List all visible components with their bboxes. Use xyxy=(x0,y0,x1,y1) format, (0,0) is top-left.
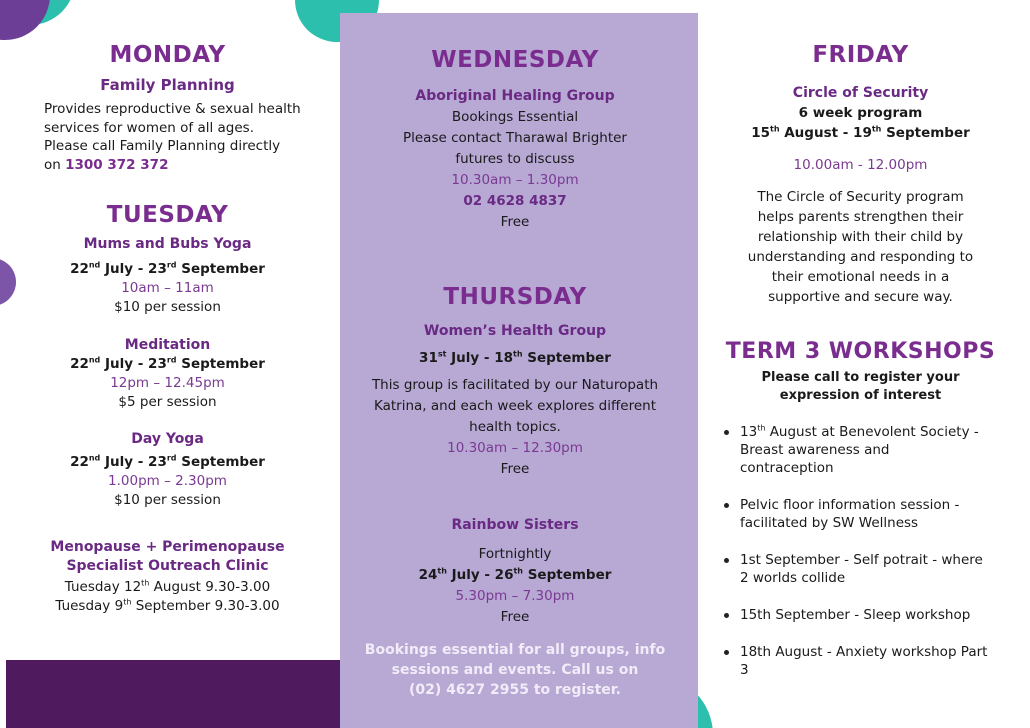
womens-health-price: Free xyxy=(500,461,530,477)
circle-of-security-dates xyxy=(698,123,1023,143)
mums-bubs-yoga-price: $10 per session xyxy=(114,299,221,315)
workshops-subheading xyxy=(698,369,1023,405)
womens-health-time: 10.30am – 12.30pm xyxy=(447,440,583,456)
date-part: September xyxy=(522,350,611,366)
workshop-item xyxy=(722,643,1022,679)
workshop-line: Breast awareness and xyxy=(740,442,890,458)
date-part: 22 xyxy=(70,454,89,470)
circle-desc-5: their emotional needs in a xyxy=(771,269,950,285)
date-part: August 9.30-3.00 xyxy=(149,579,271,595)
term3-workshops-heading: TERM 3 WORKSHOPS xyxy=(725,339,996,364)
day-yoga-block xyxy=(0,430,335,510)
womens-health-dates xyxy=(340,348,690,369)
contact-line-2: futures to discuss xyxy=(455,151,575,167)
rainbow-sisters-time: 5.30pm – 7.30pm xyxy=(455,588,575,604)
column-friday-workshops xyxy=(698,0,1030,728)
mums-bubs-yoga-dates xyxy=(0,260,335,279)
desc-line: services for women of all ages. xyxy=(44,119,254,136)
footer-line: Bookings essential for all groups, info xyxy=(364,642,666,658)
workshop-sup: th xyxy=(757,423,766,433)
menopause-clinic-title-1: Menopause + Perimenopause xyxy=(50,539,285,555)
meditation-price: $5 per session xyxy=(118,394,217,410)
workshop-item xyxy=(722,606,1022,624)
workshops-sub-line: expression of interest xyxy=(779,388,942,403)
program-length: 6 week program xyxy=(798,105,923,121)
workshop-line: 2 worlds collide xyxy=(740,570,846,586)
circle-of-security-block xyxy=(698,83,1023,307)
aboriginal-healing-block xyxy=(340,86,690,233)
date-sup: th xyxy=(141,578,150,588)
date-part: July - 23 xyxy=(100,356,167,372)
thursday-heading: THURSDAY xyxy=(443,284,587,310)
family-planning-description xyxy=(44,100,340,174)
friday-heading: FRIDAY xyxy=(812,42,909,68)
date-sup: th xyxy=(513,566,523,576)
date-part: 22 xyxy=(70,356,89,372)
meditation-block xyxy=(0,336,335,412)
workshop-text: 13 xyxy=(740,424,758,440)
rainbow-sisters-title: Rainbow Sisters xyxy=(451,517,579,533)
workshop-item xyxy=(722,423,1022,477)
womens-health-desc-3: health topics. xyxy=(469,419,561,435)
mums-bubs-yoga-time: 10am – 11am xyxy=(121,280,214,296)
womens-health-title: Women’s Health Group xyxy=(423,323,607,339)
family-planning-phone[interactable]: 1300 372 372 xyxy=(65,156,169,173)
date-part: September xyxy=(176,261,265,277)
workshops-list xyxy=(722,423,1022,679)
date-part: 24 xyxy=(418,567,438,583)
contact-line-1: Please contact Tharawal Brighter xyxy=(402,130,627,146)
aboriginal-healing-title: Aboriginal Healing Group xyxy=(415,88,615,104)
aboriginal-healing-phone[interactable]: 02 4628 4837 xyxy=(463,193,567,209)
day-yoga-price: $10 per session xyxy=(114,492,221,508)
date-part: 15 xyxy=(751,125,770,141)
date-part: July - 26 xyxy=(446,567,514,583)
tuesday-heading: TUESDAY xyxy=(106,202,229,228)
wednesday-heading: WEDNESDAY xyxy=(431,47,599,73)
monday-heading: MONDAY xyxy=(109,42,226,68)
circle-of-security-time: 10.00am - 12.00pm xyxy=(793,157,928,173)
workshops-sub-line: Please call to register your xyxy=(761,370,960,385)
workshop-line: 15th September - Sleep workshop xyxy=(740,607,971,623)
date-part: July - 23 xyxy=(100,261,167,277)
date-sup: rd xyxy=(166,453,177,463)
circle-of-security-title: Circle of Security xyxy=(792,85,929,101)
workshop-line: 18th August - Anxiety workshop Part xyxy=(740,644,988,660)
date-sup: th xyxy=(437,566,447,576)
date-sup: st xyxy=(437,349,447,359)
meditation-title: Meditation xyxy=(124,337,211,353)
day-yoga-time: 1.00pm – 2.30pm xyxy=(108,473,227,489)
rainbow-sisters-frequency: Fortnightly xyxy=(478,546,552,562)
bookings-footer xyxy=(340,640,690,700)
column-wednesday-thursday xyxy=(340,13,698,728)
circle-desc-2: helps parents strengthen their xyxy=(757,209,964,225)
column-monday-tuesday xyxy=(0,0,340,728)
date-part: September xyxy=(523,567,612,583)
rainbow-sisters-block xyxy=(340,515,690,628)
circle-desc-1: The Circle of Security program xyxy=(757,189,964,205)
date-part: 31 xyxy=(419,350,438,366)
workshop-text: August at Benevolent Society - xyxy=(765,424,979,440)
rainbow-sisters-price: Free xyxy=(500,609,530,625)
desc-line xyxy=(44,156,340,175)
date-part: Tuesday 12 xyxy=(64,579,142,595)
footer-line: sessions and events. Call us on xyxy=(391,662,639,678)
date-sup: th xyxy=(770,124,780,134)
womens-health-desc-2: Katrina, and each week explores different xyxy=(373,398,657,414)
date-sup: nd xyxy=(88,453,101,463)
workshop-item xyxy=(722,496,1022,532)
workshop-line: contraception xyxy=(740,460,834,476)
workshop-line xyxy=(740,423,1022,441)
date-part: 22 xyxy=(70,261,89,277)
workshop-line: 1st September - Self potrait - where xyxy=(740,552,983,568)
date-sup: nd xyxy=(88,355,101,365)
circle-desc-6: supportive and secure way. xyxy=(768,289,953,305)
womens-health-desc-1: This group is facilitated by our Naturopath xyxy=(371,377,659,393)
date-part: Tuesday 9 xyxy=(55,598,124,614)
on-text: on xyxy=(44,156,61,173)
footer-line: (02) 4627 2955 to register. xyxy=(409,682,621,698)
menopause-clinic-date-2 xyxy=(0,597,335,616)
date-part: September xyxy=(176,454,265,470)
date-part: September xyxy=(881,125,970,141)
womens-health-block xyxy=(340,321,690,480)
day-yoga-title: Day Yoga xyxy=(131,431,204,447)
meditation-time: 12pm – 12.45pm xyxy=(110,375,225,391)
date-part: September xyxy=(176,356,265,372)
mums-bubs-yoga-title: Mums and Bubs Yoga xyxy=(83,236,252,252)
meditation-dates xyxy=(0,355,335,374)
menopause-clinic-title-2: Specialist Outreach Clinic xyxy=(66,558,269,574)
date-part: July - 23 xyxy=(100,454,167,470)
date-sup: th xyxy=(123,597,132,607)
workshop-line: 3 xyxy=(740,662,749,678)
bookings-essential: Bookings Essential xyxy=(451,109,579,125)
date-sup: th xyxy=(871,124,882,134)
date-sup: th xyxy=(513,349,523,359)
workshop-item xyxy=(722,551,1022,587)
desc-line: Provides reproductive & sexual health xyxy=(44,101,301,117)
date-part: July - 18 xyxy=(446,350,513,366)
desc-line: Please call Family Planning directly xyxy=(44,138,281,154)
menopause-clinic-block xyxy=(0,538,335,616)
rainbow-sisters-dates xyxy=(340,565,690,586)
date-sup: rd xyxy=(166,355,177,365)
family-planning-title: Family Planning xyxy=(100,76,235,94)
menopause-clinic-date-1 xyxy=(0,578,335,597)
mums-bubs-yoga-block xyxy=(0,235,335,317)
date-part: September 9.30-3.00 xyxy=(131,598,280,614)
circle-desc-4: understanding and responding to xyxy=(747,249,974,265)
workshop-line: facilitated by SW Wellness xyxy=(740,515,919,531)
date-sup: nd xyxy=(88,260,101,270)
aboriginal-healing-price: Free xyxy=(500,214,530,230)
workshop-line: Pelvic floor information session - xyxy=(740,497,960,513)
circle-desc-3: relationship with their child by xyxy=(757,229,964,245)
date-part: August - 19 xyxy=(779,125,872,141)
day-yoga-dates xyxy=(0,453,335,472)
date-sup: rd xyxy=(166,260,177,270)
aboriginal-healing-time: 10.30am – 1.30pm xyxy=(451,172,579,188)
